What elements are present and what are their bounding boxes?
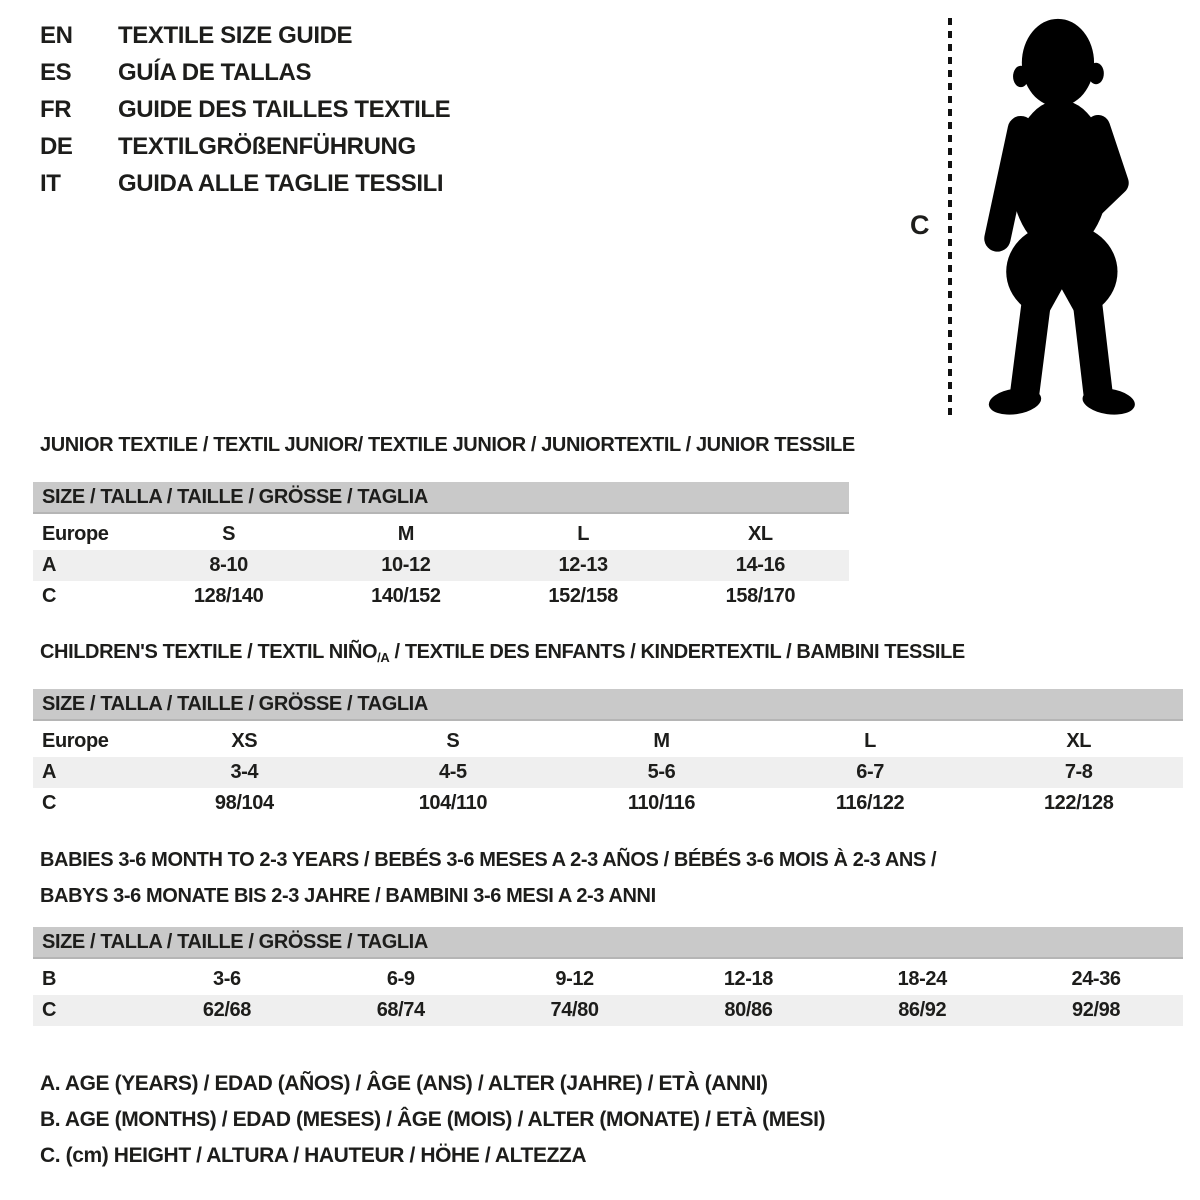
section-title-children-main: CHILDREN'S TEXTILE / TEXTIL NIÑO (40, 641, 378, 663)
babies-size-table (33, 927, 1183, 1026)
size-cell: XL (747, 523, 773, 545)
size-cell: S (222, 523, 236, 545)
row-label: Europe (42, 730, 109, 752)
size-cell: 116/122 (835, 792, 905, 814)
size-cell: 6-7 (856, 761, 884, 783)
toddler-silhouette-icon (966, 12, 1146, 422)
size-cell: 92/98 (1072, 999, 1121, 1021)
table-row (33, 550, 849, 581)
section-title-junior: JUNIOR TEXTILE / TEXTIL JUNIOR/ TEXTILE JUNIOR / JUNIORTEXTIL / JUNIOR TESSILE (40, 434, 855, 456)
language-code: EN (40, 22, 73, 49)
size-cell: 24-36 (1071, 968, 1121, 990)
legend-line-b: B. AGE (MONTHS) / EDAD (MESES) / ÂGE (MOIS) / ALTER (MONATE) / ETÀ (MESI) (40, 1108, 826, 1131)
children-size-rows (33, 726, 1183, 819)
size-cell: M (653, 730, 670, 752)
size-cell: XL (1066, 730, 1092, 752)
table-row (33, 581, 849, 612)
size-cell: 104/110 (418, 792, 488, 814)
size-table-header: SIZE / TALLA / TAILLE / GRÖSSE / TAGLIA (33, 689, 1183, 721)
size-cell: 98/104 (214, 792, 274, 814)
size-cell: L (864, 730, 876, 752)
size-cell: 80/86 (724, 999, 773, 1021)
row-label: B (42, 968, 57, 990)
guide-title: TEXTILE SIZE GUIDE (118, 22, 353, 49)
size-cell: L (577, 523, 590, 545)
size-cell: 7-8 (1064, 761, 1093, 783)
size-cell: 3-4 (230, 761, 259, 783)
language-code: ES (40, 59, 72, 86)
table-row (33, 995, 1183, 1026)
size-cell: 122/128 (1043, 792, 1114, 814)
size-cell: 110/116 (627, 792, 696, 814)
size-cell: 12-18 (723, 968, 773, 990)
size-cell: 18-24 (897, 968, 947, 990)
size-cell: XS (231, 730, 258, 752)
size-cell: 140/152 (371, 585, 441, 607)
size-cell: 14-16 (735, 554, 785, 576)
guide-title: GUIDA ALLE TAGLIE TESSILI (118, 170, 444, 197)
language-code: FR (40, 96, 72, 123)
size-cell: S (446, 730, 460, 752)
size-table-header: SIZE / TALLA / TAILLE / GRÖSSE / TAGLIA (33, 482, 849, 514)
size-cell: 4-5 (439, 761, 467, 783)
size-cell: 6-9 (386, 968, 415, 990)
guide-title: GUIDE DES TAILLES TEXTILE (118, 96, 451, 123)
section-title-children-rest: / TEXTILE DES ENFANTS / KINDERTEXTIL / BAMBINI TESSILE (389, 641, 965, 663)
table-row (33, 757, 1183, 788)
table-row (33, 964, 1183, 995)
table-row (33, 788, 1183, 819)
height-measure-label-c: C (910, 210, 930, 240)
size-cell: 74/80 (550, 999, 599, 1021)
size-cell: 9-12 (555, 968, 594, 990)
row-label: C (42, 792, 57, 814)
size-table-header: SIZE / TALLA / TAILLE / GRÖSSE / TAGLIA (33, 927, 1183, 959)
legend-line-c: C. (cm) HEIGHT / ALTURA / HAUTEUR / HÖHE / ALTEZZA (40, 1144, 587, 1167)
section-title-children (40, 640, 965, 666)
row-label: C (42, 585, 57, 607)
size-cell: 12-13 (558, 554, 608, 576)
size-cell: 8-10 (209, 554, 248, 576)
size-cell: 3-6 (213, 968, 241, 990)
row-label: Europe (42, 523, 109, 545)
junior-size-table (33, 482, 849, 612)
size-cell: 158/170 (725, 585, 796, 607)
size-cell: 68/74 (376, 999, 425, 1021)
language-code: DE (40, 133, 73, 160)
babies-size-rows (33, 964, 1183, 1026)
table-row (33, 519, 849, 550)
size-cell: 86/92 (898, 999, 947, 1021)
size-cell: M (397, 523, 414, 545)
guide-title: GUÍA DE TALLAS (118, 59, 312, 86)
section-title-babies-line2: BABYS 3-6 MONATE BIS 2-3 JAHRE / BAMBINI 3-6 MESI A 2-3 ANNI (40, 885, 656, 907)
language-code: IT (40, 170, 61, 197)
legend (40, 1066, 825, 1174)
guide-title: TEXTILGRÖßENFÜHRUNG (118, 133, 416, 160)
section-title-children-sub: /A (377, 650, 390, 665)
row-label: A (42, 761, 57, 783)
table-row (33, 726, 1183, 757)
size-cell: 62/68 (202, 999, 251, 1021)
height-measure-dashed-line (948, 18, 952, 416)
size-cell: 5-6 (647, 761, 676, 783)
junior-size-rows (33, 519, 849, 612)
children-size-table (33, 689, 1183, 819)
section-title-babies-line1: BABIES 3-6 MONTH TO 2-3 YEARS / BEBÉS 3-6 MESES A 2-3 AÑOS / BÉBÉS 3-6 MOIS À 2-3 ANS / (40, 849, 937, 871)
size-cell: 152/158 (548, 585, 618, 607)
language-title-block (40, 24, 450, 196)
row-label: C (42, 999, 57, 1021)
size-cell: 128/140 (193, 585, 264, 607)
size-cell: 10-12 (381, 554, 431, 576)
row-label: A (42, 554, 57, 576)
legend-line-a: A. AGE (YEARS) / EDAD (AÑOS) / ÂGE (ANS) / ALTER (JAHRE) / ETÀ (ANNI) (40, 1072, 768, 1095)
